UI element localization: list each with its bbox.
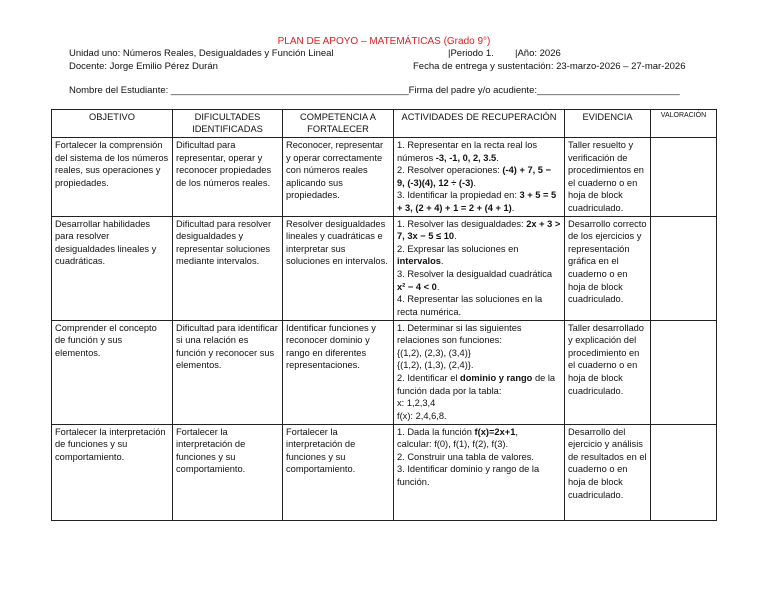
support-plan-table: [51, 109, 717, 521]
activity-text: f(x): 2,4,6,8.: [397, 410, 447, 421]
table-header-row: [52, 110, 717, 138]
unit-line: Unidad uno: Números Reales, Desigualdades y Función Lineal: [69, 48, 334, 59]
activity-text: .: [496, 152, 499, 163]
activity-highlight: dominio y rango: [460, 372, 533, 383]
cell-competencia: [283, 320, 394, 424]
cell-actividades: [394, 216, 565, 320]
activity-text: 2. Expresar las soluciones en: [397, 243, 519, 254]
cell-objetivo: [52, 216, 173, 320]
header-dificultades: DIFICULTADES IDENTIFICADAS: [173, 110, 283, 138]
activity-text: 4. Representar las soluciones en la recta numérica.: [397, 294, 543, 317]
cell-objetivo: [52, 320, 173, 424]
activity-highlight: 3 + 5 = 5 + 3, (2 + 4) + 1 = 2 + (4 + 1): [397, 190, 557, 213]
cell-actividades: [394, 320, 565, 424]
activity-text: 3. Resolver la desigualdad cuadrática: [397, 268, 553, 279]
objetivo-text: Desarrollar habilidades para resolver desigualdades lineales y cuadráticas.: [55, 218, 157, 267]
activity-text: ,: [515, 426, 518, 437]
activity-highlight: x² − 4 < 0: [397, 281, 437, 292]
evidencia-text: Desarrollo correcto de los ejercicios y representación gráfica en el cuaderno o en hoja de block cuadriculado.: [568, 218, 647, 305]
cell-actividades: [394, 424, 565, 520]
cell-evidencia: [565, 320, 651, 424]
dificultades-text: Dificultad para resolver desigualdades y representar soluciones mediante intervalos.: [176, 218, 272, 267]
activity-text: .: [511, 202, 515, 213]
cell-competencia: [283, 424, 394, 520]
cell-valoracion: [651, 320, 717, 424]
activity-text: 1. Representar en la recta real los números: [397, 140, 538, 163]
activity-text: 1. Resolver las desigualdades:: [397, 218, 527, 229]
cell-evidencia: [565, 216, 651, 320]
activity-text: 3. Identificar dominio y rango de la función.: [397, 464, 540, 487]
objetivo-text: Comprender el concepto de función y sus elementos.: [55, 322, 157, 358]
cell-dificultades: [173, 216, 283, 320]
evidencia-text: Taller desarrollado y explicación del procedimiento en el cuaderno o en hoja de block cuadriculado.: [568, 322, 644, 396]
teacher-line: Docente: Jorge Emilio Pérez Durán: [69, 61, 218, 72]
cell-dificultades: [173, 424, 283, 520]
competencia-text: Resolver desigualdades lineales y cuadráticas e interpretar sus soluciones en intervalos.: [286, 218, 388, 267]
activity-text: 2. Construir una tabla de valores.: [397, 451, 534, 462]
header-evidencia: EVIDENCIA: [565, 110, 651, 138]
activity-highlight: -3, -1, 0, 2, 3.5: [435, 152, 497, 163]
cell-competencia: [283, 216, 394, 320]
activity-text: .: [440, 256, 444, 267]
cell-dificultades: [173, 320, 283, 424]
activity-text: x: 1,2,3,4: [397, 398, 436, 409]
cell-evidencia: [565, 138, 651, 217]
activity-text: 2. Identificar el: [397, 372, 461, 383]
objetivo-text: Fortalecer la interpretación de funciones y su comportamiento.: [55, 426, 166, 462]
header-competencia: COMPETENCIA A FORTALECER: [283, 110, 394, 138]
activity-text: {(1,2), (1,3), (2,4)}.: [397, 360, 474, 371]
delivery-date-line: Fecha de entrega y sustentación: 23-marzo-2026 – 27-mar-2026: [413, 61, 686, 72]
evidencia-text: Desarrollo del ejercicio y análisis de resultados en el cuaderno o en hoja de block cuadriculado.: [568, 426, 647, 500]
competencia-text: Identificar funciones y reconocer dominio y rango en diferentes representaciones.: [286, 322, 376, 371]
cell-dificultades: [173, 138, 283, 217]
document-title: PLAN DE APOYO – MATEMÁTICAS (Grado 9°): [277, 36, 491, 47]
objetivo-text: Fortalecer la comprensión del sistema de los números reales, sus operaciones y propiedades.: [55, 140, 169, 188]
dificultades-text: Dificultad para representar, operar y reconocer propiedades de los números reales.: [176, 140, 272, 188]
cell-competencia: [283, 138, 394, 217]
table-row: [52, 138, 717, 217]
dificultades-text: Dificultad para identificar si una relación es función y reconocer sus elementos.: [176, 322, 278, 371]
cell-valoracion: [651, 216, 717, 320]
activity-highlight: (-4) + 7, 5 − 9, (-3)(4), 12 ÷ (-3): [397, 165, 551, 188]
activity-text: {(1,2), (2,3), (3,4)}: [397, 347, 471, 358]
header-actividades: ACTIVIDADES DE RECUPERACIÓN: [394, 110, 565, 138]
activity-text: calcular: f(0), f(1), f(2), f(3).: [397, 439, 509, 450]
activity-text: .: [454, 231, 457, 242]
cell-evidencia: [565, 424, 651, 520]
header-objetivo: OBJETIVO: [52, 110, 173, 138]
cell-actividades: [394, 138, 565, 217]
activity-text: 1. Dada la función: [397, 426, 475, 437]
table-row: [52, 320, 717, 424]
competencia-text: Reconocer, representar y operar correctamente con números reales aplicando sus propiedades.: [286, 140, 384, 201]
cell-valoracion: [651, 138, 717, 217]
activity-text: 1. Determinar si las siguientes relaciones son funciones:: [397, 322, 522, 346]
activity-highlight: f(x)=2x+1: [474, 426, 516, 437]
activity-text: .: [436, 281, 440, 292]
activity-text: 3. Identificar la propiedad en:: [397, 190, 520, 201]
cell-objetivo: [52, 138, 173, 217]
activity-text: de la función dada por la tabla:: [397, 372, 556, 396]
period-label: |Periodo 1.: [448, 48, 494, 59]
table-row: [52, 424, 717, 520]
table-row: [52, 216, 717, 320]
activity-text: 2. Resolver operaciones:: [397, 165, 503, 176]
evidencia-text: Taller resuelto y verificación de procedimientos en el cuaderno o en hoja de block cuadriculado.: [568, 140, 644, 213]
cell-objetivo: [52, 424, 173, 520]
cell-valoracion: [651, 424, 717, 520]
competencia-text: Fortalecer la interpretación de funciones y su comportamiento.: [286, 426, 356, 475]
dificultades-text: Fortalecer la interpretación de funciones y su comportamiento.: [176, 426, 246, 475]
activity-text: .: [473, 177, 476, 188]
activity-highlight: intervalos: [397, 256, 441, 267]
activity-highlight: 2x + 3 > 7, 3x − 5 ≤ 10: [397, 218, 561, 242]
header-valoracion: VALORACIÓN: [651, 110, 717, 138]
year-label: |Año: 2026: [515, 48, 561, 59]
student-signature-line: Nombre del Estudiante: _____________________________________________Firma del padre y/o acudiente:___________________________: [69, 85, 680, 96]
